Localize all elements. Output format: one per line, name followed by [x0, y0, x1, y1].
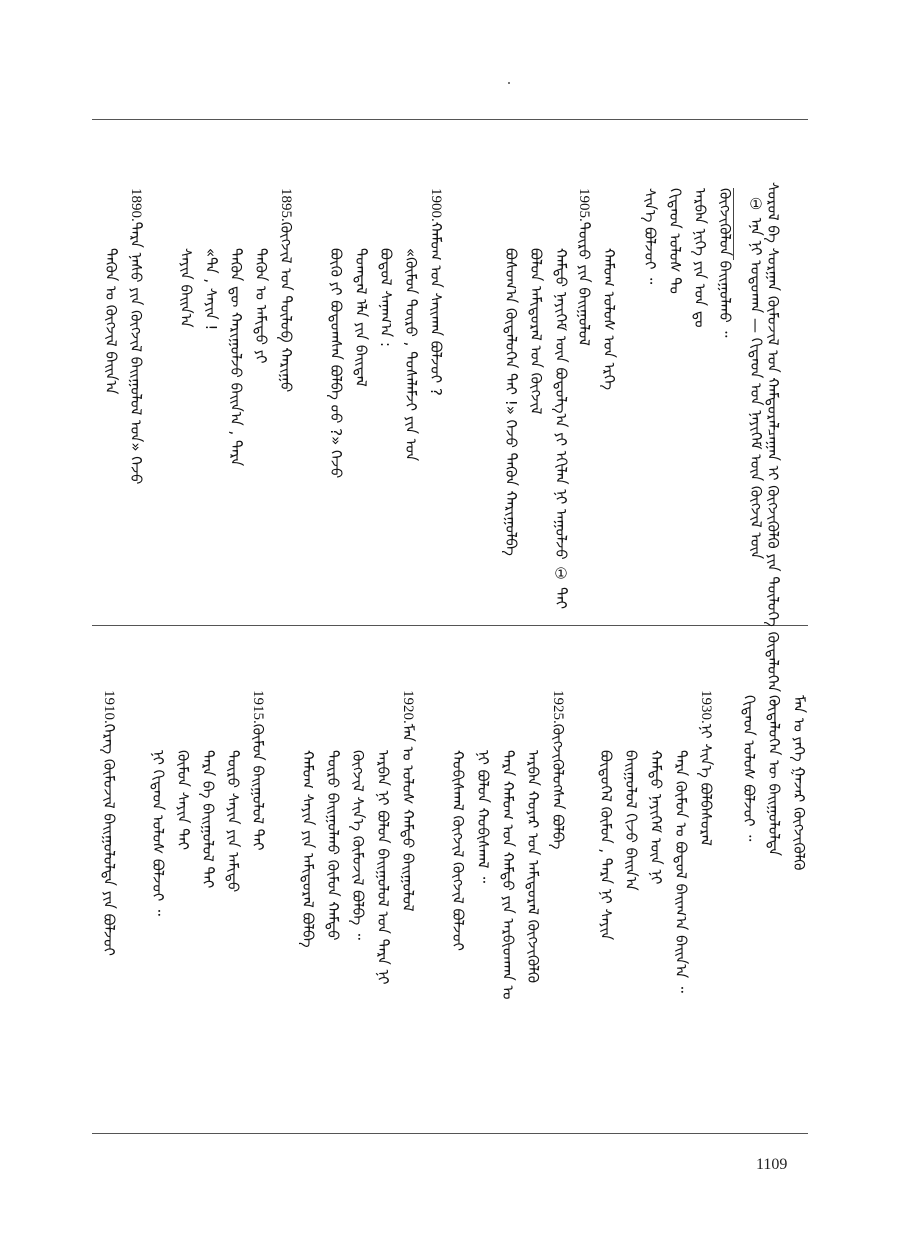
poem-line: ᠬᠠᠮᠤᠭ ᠰᠠᠶᠢᠨ ᠶᠢᠨ ᠠᠮᠢᠳᠤᠷᠠᠯ ᠪᠣᠯᠪᠠ	[299, 750, 317, 948]
poem-line: ᠲᠡᠷᠡ ᠪᠠ ᠪᠠᠢᠭᠤᠯᠤᠯ ᠲᠠᠢ	[199, 750, 217, 889]
year-label: 1915.	[250, 690, 266, 724]
poem-line: ᠪᠠᠢᠭᠤᠯᠤᠯ ᠬᠢᠵᠦ ᠪᠠᠢᠨ᠎ᠠ	[622, 750, 640, 891]
poem-line: ᠬᠢᠲᠠᠳ ᠤᠯᠤᠰ ᠪᠣᠯᠵᠣᠢ ᠃	[740, 695, 758, 842]
year-label: 1910.	[101, 690, 117, 724]
poem-line: «ᠲᠡ , ᠰᠠᠶᠢᠨ !	[202, 248, 220, 331]
middle-rule	[92, 625, 808, 626]
poem-line: 1895.ᠬᠥᠭᠵᠢᠯ ᠤᠨ ᠲᠥᠯᠦᠪ ᠬᠠᠷᠢᠭᠤ	[277, 188, 295, 393]
poem-line: ᠲᠥᠷᠦ ᠰᠠᠶᠢᠨ ᠶᠢᠨ ᠠᠮᠢᠳᠤ	[224, 750, 242, 893]
poem-line: 1930.ᠨᠢ ᠰᠢᠨ᠎ᠡ ᠪᠣᠯᠪᠠᠰᠤᠷᠠᠯ	[697, 690, 715, 846]
poem-line: ᠰᠠᠶᠢᠨ ᠪᠠᠢᠨ᠎ᠠ	[177, 248, 195, 328]
poem-line: ᠪᠣᠰᠤᠭ᠎ᠠ ᠬᠥᠳᠡᠯᠦᠭᠡᠨ ᠲᠠᠢ !» ᠭᠡᠵᠦ ᠲᠡᠭᠦᠨ ᠬᠠᠷᠢᠭᠤᠯᠪᠠ	[502, 248, 520, 556]
poem-line: ᠬᠦᠮᠦᠨ ᠰᠠᠶᠢᠨ ᠲᠠᠢ	[174, 750, 192, 851]
poem-line: ᠲᠡᠷᠡ ᠬᠦᠮᠦᠨ ᠤ ᠪᠣᠳᠣᠯ ᠪᠠᠢᠭ᠎ᠠ ᠪᠠᠢᠨ᠎ᠠ ᠃	[672, 750, 690, 993]
bottom-rule	[92, 1133, 808, 1134]
poem-line: ᠬᠤᠪᠢᠰᠬᠠᠯ ᠬᠥᠭᠵᠢᠯ ᠬᠥᠭᠵᠢᠯ ᠪᠣᠯᠵᠣᠢ	[449, 750, 467, 951]
print-mark	[508, 82, 510, 84]
poem-line: ᠠᠷᠪᠠᠨ ᠬᠣᠶᠠᠷ ᠤᠨ ᠠᠮᠢᠳᠤᠷᠠᠯ ᠬᠥᠭᠵᠢᠭᠦᠯᠬᠦ	[524, 750, 542, 983]
poem-line: ᠬᠥᠭᠵᠢᠭᠦᠯᠦᠨ ᠪᠠᠢᠭᠤᠯᠬᠤ ᠃	[716, 188, 734, 338]
poem-line: ᠲᠡᠷᠡ ᠬᠠᠮᠤᠭ ᠤᠨ ᠬᠠᠮᠲᠤ ᠶᠢᠨ ᠠᠷᠪᠢᠳᠬᠠᠨ ᠤ	[499, 750, 517, 1000]
top-rule	[92, 119, 808, 120]
poem-line: ᠲᠥᠷᠦ ᠪᠠᠢᠭᠤᠯᠬᠤ ᠬᠦᠮᠦᠨ ᠬᠠᠮᠲᠤ	[324, 750, 342, 941]
poem-line: 1890.ᠲᠡᠷᠡ ᠨᠠᠰᠤ ᠶᠢᠨ ᠬᠥᠭᠵᠢᠯ ᠪᠠᠢᠭᠤᠯᠤᠯ ᠤᠨ» ᠭᠡᠵᠦ	[127, 188, 145, 485]
poem-line: ᠨᠢ ᠪᠣᠯᠤᠨ ᠬᠤᠪᠢᠰᠬᠠᠯ ᠃	[474, 750, 492, 884]
poem-line: 1910.ᠬᠡᠷᠡᠭ ᠬᠦᠮᠦᠵᠢᠯ ᠪᠠᠢᠭᠤᠯᠤᠯᠲᠠ ᠶᠢᠨ ᠪᠣᠯᠵᠣᠢ	[100, 690, 118, 956]
year-label: 1900.	[428, 188, 444, 222]
poem-line: 1905.ᠲᠥᠷᠦ ᠶᠢᠨ ᠪᠠᠢᠭᠤᠯᠤᠯ	[575, 188, 593, 346]
poem-line: ᠮᠠᠨ ᠤ ᠶᠡᠬᠡ ᠭᠠᠵᠠᠷ ᠬᠥᠭᠵᠢᠭᠦᠯᠬᠦ	[790, 695, 808, 871]
poem-line: ᠪᠣᠳᠣᠯ ᠰᠠᠨᠠᠭ᠎ᠠ :	[377, 248, 395, 347]
year-label: 1925.	[550, 690, 566, 724]
footnote-column: ① ᠡᠨᠡ ᠨᠢ ᠤᠳᠤᠬᠠᠨ — ᠬᠢᠲᠠᠳ ᠤᠨ ᠨᠡᠶᠢᠭᠡᠮ ᠦᠨ ᠬᠥᠭᠵᠢᠯ ᠦᠨ	[747, 195, 765, 560]
poem-line: ᠠᠷᠪᠠᠨ ᠨᠢ ᠪᠣᠯᠤᠨ ᠪᠠᠢᠭᠤᠯᠤᠯ ᠤᠨ ᠲᠡᠷᠡ ᠨᠢ	[374, 750, 392, 985]
poem-line: ᠬᠥᠳᠡᠯᠦᠭᠡᠨ ᠦ ᠪᠠᠢᠭᠤᠯᠤᠯᠲᠠ	[765, 695, 783, 857]
poem-line: ᠬᠠᠮᠤᠭ ᠤᠯᠤᠰ ᠤᠨ ᠡᠷᠬᠡ	[600, 248, 618, 391]
poem-line: 1920.ᠮᠠᠨ ᠤ ᠤᠯᠤᠰ ᠬᠠᠮᠲᠤ ᠪᠠᠢᠭᠤᠯᠤᠯ	[399, 690, 417, 912]
poem-line: ᠲᠡᠭᠦᠨ ᠤ ᠠᠮᠢᠳᠤ ᠶᠢ	[252, 248, 270, 364]
poem-line: ᠠᠷᠪᠠᠨ ᠨᠢᠭᠡ ᠶᠢᠨ ᠣᠨ ᠳᠤ	[691, 188, 709, 328]
year-label: 1890.	[128, 188, 144, 222]
year-label: 1920.	[400, 690, 416, 724]
footnote-intro-column: ᠰᠤᠷᠤᠯ ᠪᠠ ᠰᠤᠷᠭᠠᠨ ᠬᠦᠮᠦᠵᠢᠯ ᠤᠨ ᠬᠠᠮᠲᠤᠷᠠᠯᠴᠠᠭᠠᠨ ᠢ ᠬᠦᠭᠵᠢᠭᠦᠯᠬᠦ ᠶᠢᠨ ᠲᠥᠯᠦᠭᠡ ᠬᠥᠳᠡᠯᠦᠭᠡᠨ ᠃	[764, 182, 782, 707]
poem-line: «ᠬᠦᠮᠦᠨ ᠲᠥᠷᠦ , ᠲᠤᠰᠠᠯᠠᠮᠵᠢ ᠶᠢᠨ ᠤᠨ	[402, 248, 420, 462]
poem-line: ᠪᠣᠯᠤᠨ ᠠᠮᠢᠳᠤᠷᠠᠯ ᠤᠨ ᠬᠥᠭᠵᠢᠯ	[527, 248, 545, 415]
poem-line: ᠬᠠᠮᠲᠤ ᠨᠡᠶᠢᠭᠡᠮ ᠦᠨ ᠨᠢ	[647, 750, 665, 885]
poem-line: ᠬᠠᠮᠲᠤ ᠨᠡᠶᠢᠭᠡᠮ ᠦᠨ ᠪᠣᠳᠣᠯᠭ᠎ᠠ ᠶᠢ ᠡᠬᠢᠯᠡᠨ ᠨᠢ ᠠᠭᠤᠯᠵᠤ ① ᠲᠠᠢ	[552, 248, 570, 609]
poem-line: 1915.ᠬᠦᠮᠦᠨ ᠪᠠᠢᠭᠤᠯᠤᠯ ᠲᠠᠢ	[249, 690, 267, 851]
poem-line: ᠨᠢ ᠬᠢᠲᠠᠳ ᠤᠯᠤᠰ ᠪᠣᠯᠵᠣᠢ ᠃	[149, 750, 167, 916]
year-label: 1895.	[278, 188, 294, 222]
poem-line: ᠲᠡᠭᠦᠨ ᠤ ᠬᠥᠭᠵᠢᠯ ᠪᠠᠢᠨ᠎ᠠ	[102, 248, 120, 395]
poem-line: 1900.ᠬᠠᠮᠤᠭ ᠤᠨ ᠰᠠᠢᠬᠠᠨ ᠪᠣᠯᠵᠣᠢ ?	[427, 188, 445, 396]
poem-line: ᠪᠦᠬᠦ ᠶᠢ ᠪᠣᠳᠣᠭᠰᠠᠨ ᠪᠣᠯᠪᠠ ᠤᠤ ?» ᠭᠡᠵᠦ	[327, 248, 345, 479]
poem-line: ᠰᠢᠨ᠎ᠡ ᠪᠣᠯᠵᠣᠢ ᠃	[641, 188, 659, 285]
page-number: 1109	[756, 1156, 788, 1173]
poem-line: 1925.ᠬᠥᠭᠵᠢᠭᠦᠯᠦᠭᠰᠡᠨ ᠪᠣᠯᠪᠠ	[549, 690, 567, 850]
year-label: 1905.	[576, 188, 592, 222]
poem-line: ᠬᠢᠲᠠᠳ ᠤᠯᠤᠰ ᠲᠤ	[666, 188, 684, 294]
year-label: 1930.	[698, 690, 714, 724]
poem-line: ᠲᠣᠭᠲᠠᠯ ᠡᠯᠡ ᠶᠢᠨ ᠪᠠᠢᠳᠠᠯ	[352, 248, 370, 387]
poem-line: ᠬᠥᠭᠵᠢᠯ ᠰᠢᠨ᠎ᠡ ᠬᠦᠮᠦᠵᠢᠯ ᠪᠣᠯᠪᠠ ᠃	[349, 750, 367, 940]
poem-line: ᠪᠦᠲᠦᠭᠡᠯ ᠬᠦᠮᠦᠨ , ᠲᠡᠷᠡ ᠨᠢ ᠰᠠᠶᠢᠨ	[597, 750, 615, 941]
poem-line: ᠲᠡᠭᠦᠨ ᠳᠦ ᠬᠠᠷᠢᠭᠤᠯᠵᠤ ᠪᠠᠢᠨ᠎ᠠ , ᠲᠡᠷᠡ	[227, 248, 245, 467]
